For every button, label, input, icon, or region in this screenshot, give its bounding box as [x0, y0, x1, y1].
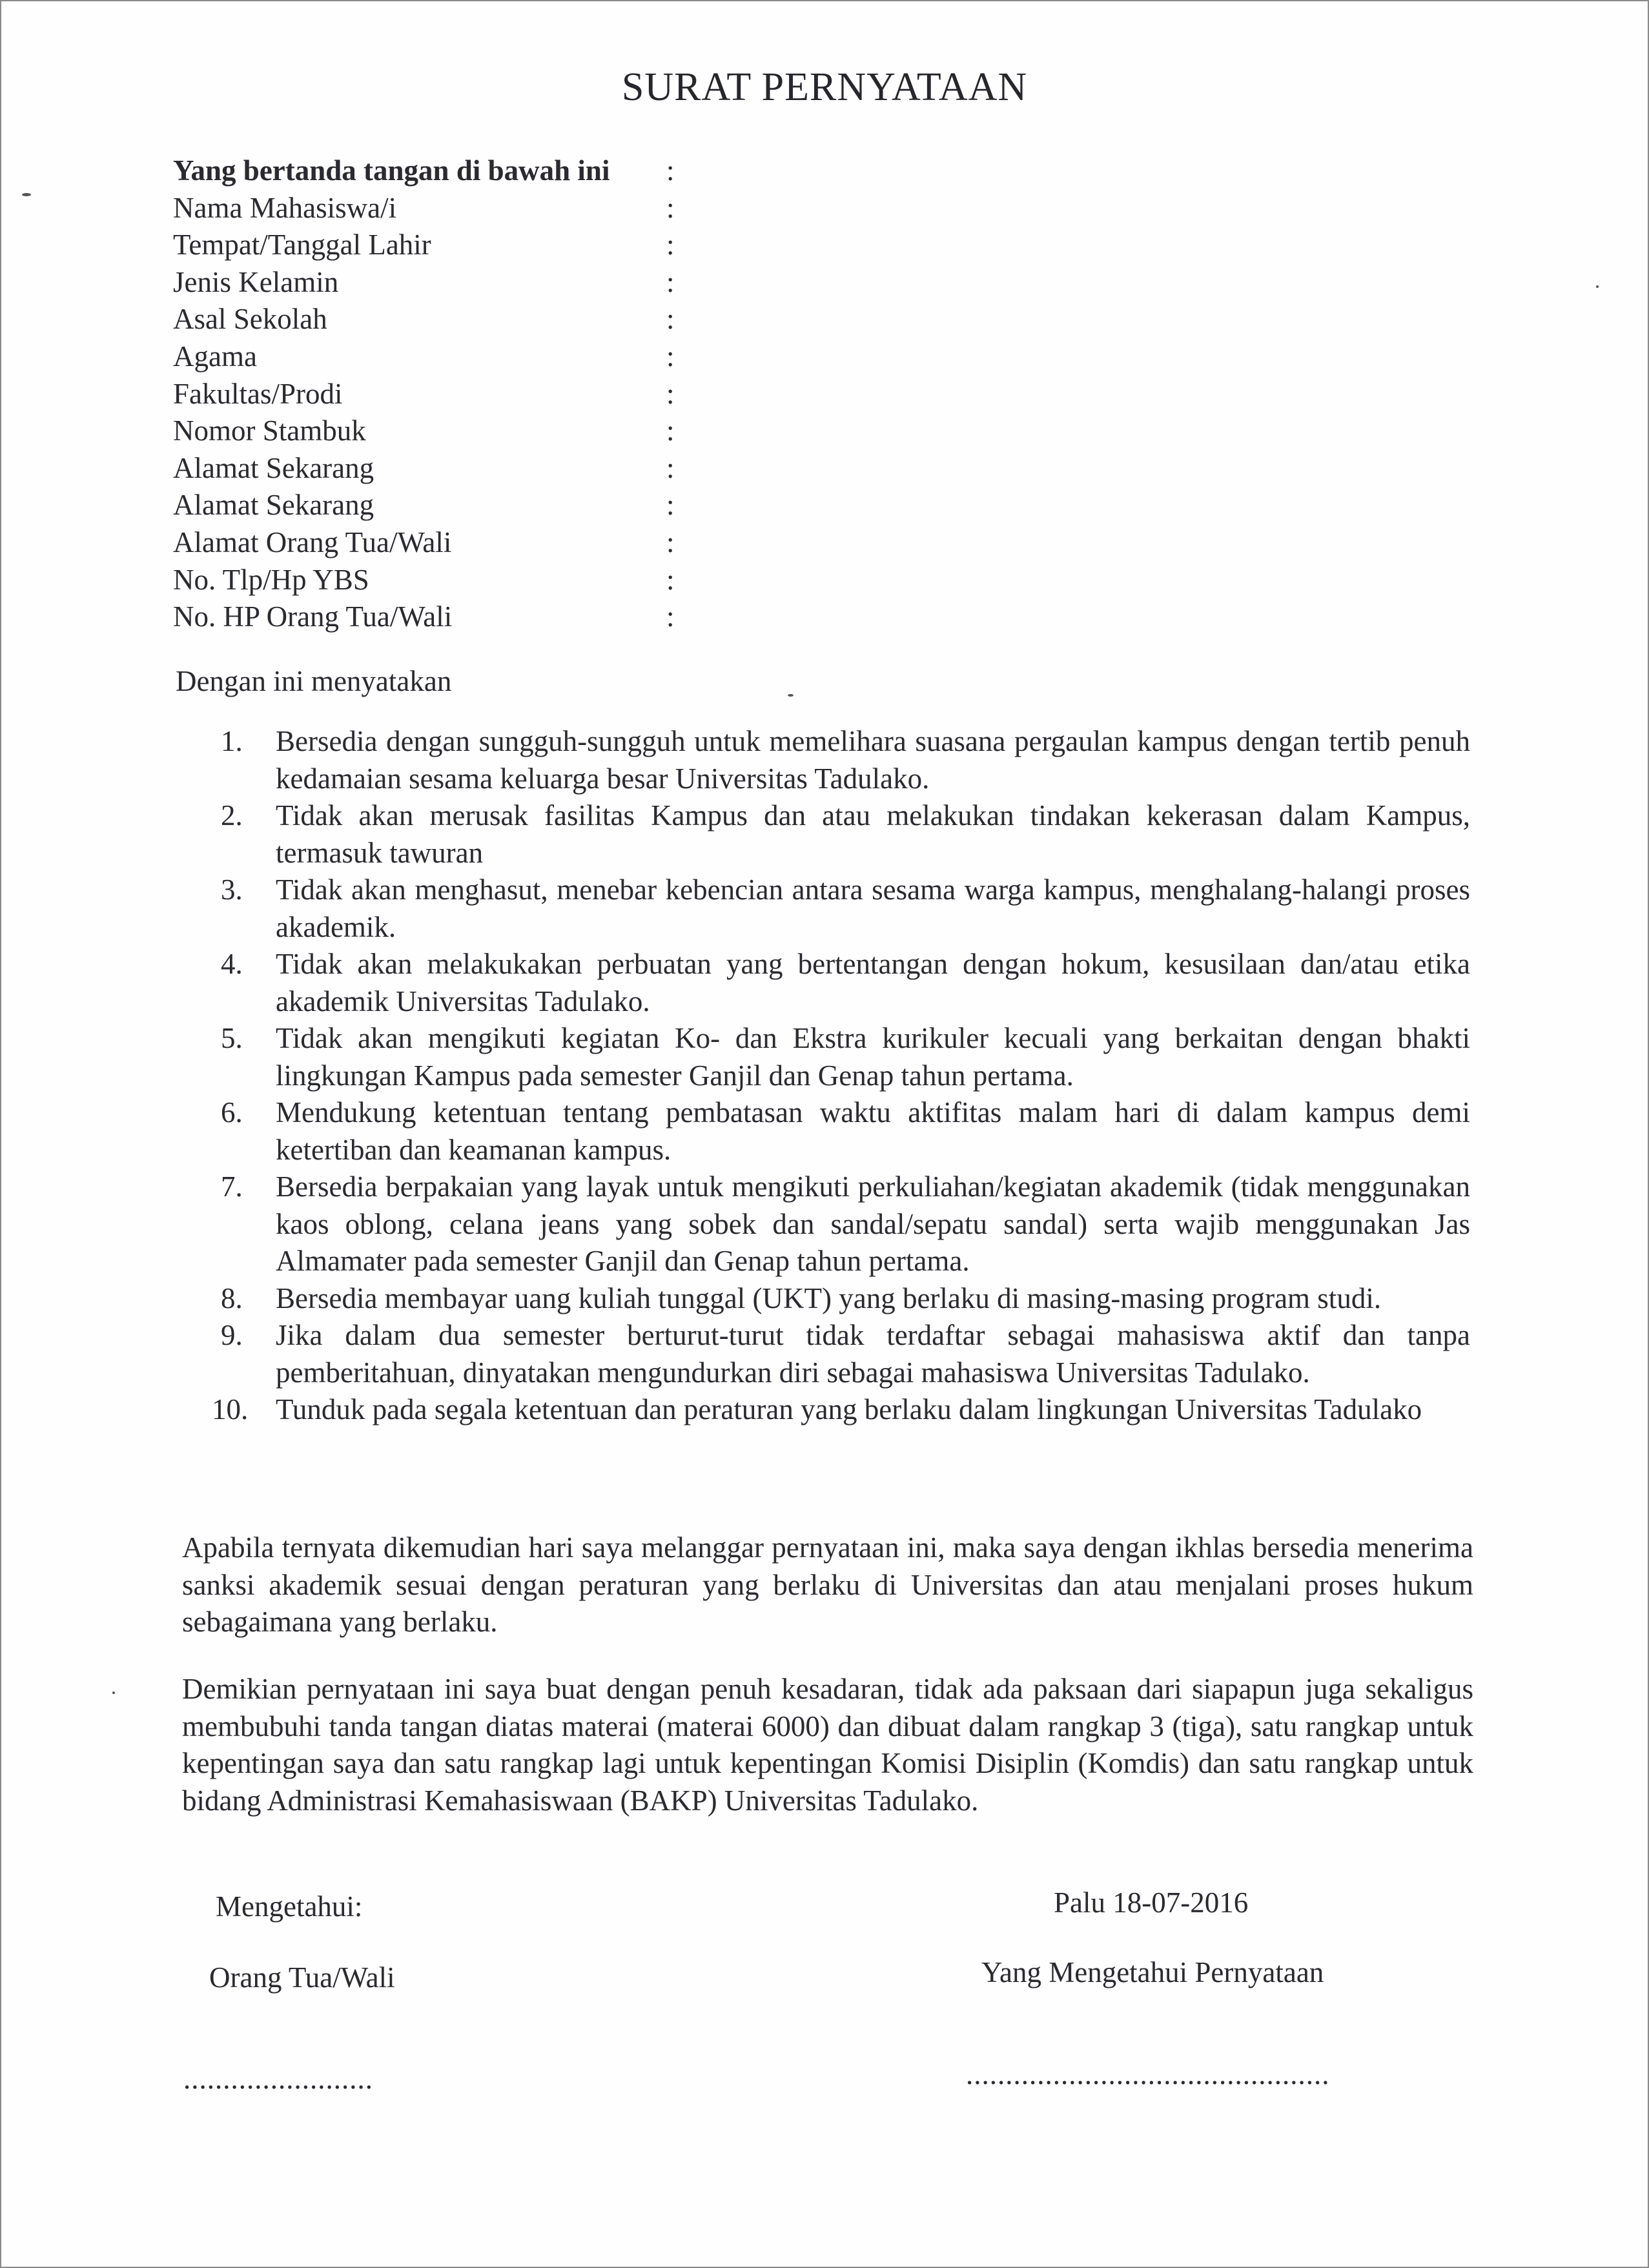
place-date: Palu 18-07-2016: [1054, 1886, 1249, 1919]
field-label: No. HP Orang Tua/Wali: [173, 600, 453, 633]
statement-text: Bersedia membayar uang kuliah tunggal (UKT) yang berlaku di masing-masing program studi.: [276, 1282, 1382, 1314]
scan-speck: [788, 694, 794, 697]
statement-item: [221, 1094, 1470, 1169]
document-title: SURAT PERNYATAAN: [621, 65, 1028, 109]
statement-number: 3.: [221, 873, 243, 906]
field-colon: :: [666, 340, 675, 373]
parent-guardian-label: Orang Tua/Wali: [209, 1961, 395, 1994]
field-row-current-address-2: [173, 487, 754, 524]
statement-number: 2.: [221, 799, 243, 832]
field-colon: :: [666, 377, 675, 410]
parent-signature-line: ........................: [183, 2063, 373, 2095]
field-colon: :: [666, 563, 675, 596]
consequence-paragraph: Apabila ternyata dikemudian hari saya melanggar pernyataan ini, maka saya dengan ikhlas bersedia menerima sanksi akademik sesuai dengan peraturan yang berlaku di Universitas dan atau menjalani proses hukum sebagaimana yang berlaku.: [182, 1531, 1473, 1638]
field-row-religion: [173, 338, 754, 376]
statement-text: Tidak akan mengikuti kegiatan Ko- dan Ekstra kurikuler kecuali yang berkaitan dengan bhakti lingkungan Kampus pada semester Ganjil dan Genap tahun pertama.: [276, 1022, 1470, 1092]
field-label: Jenis Kelamin: [173, 265, 339, 298]
scan-speck: [22, 193, 31, 196]
field-row-student-number: [173, 413, 754, 450]
declarant-label: Yang Mengetahui Pernyataan: [981, 1956, 1324, 1988]
field-row-school: [173, 301, 754, 338]
statement-number: 8.: [221, 1282, 243, 1314]
identity-fields: [173, 152, 754, 636]
field-row-birth: [173, 227, 754, 264]
statement-item: [212, 1391, 1470, 1429]
field-colon: :: [666, 229, 675, 261]
field-colon: :: [666, 303, 675, 336]
field-colon: :: [666, 451, 675, 484]
field-row-parent-address: [173, 524, 754, 562]
field-colon: :: [666, 191, 675, 224]
field-label: No. Tlp/Hp YBS: [173, 563, 369, 596]
closing-paragraph: Demikian pernyataan ini saya buat dengan penuh kesadaran, tidak ada paksaan dari siapapun juga sekaligus membubuhi tanda tangan diatas materai (materai 6000) dan dibuat dalam rangkap 3 (tiga), satu rangkap untuk kepentingan saya dan satu rangkap lagi untuk kepentingan Komisi Disiplin (Komdis) dan satu rangkap untuk bidang Administrasi Kemahasiswaan (BAKP) Universitas Tadulako.: [182, 1673, 1473, 1817]
field-colon: :: [666, 414, 675, 447]
statement-number: 5.: [221, 1022, 243, 1054]
field-colon: :: [666, 600, 675, 633]
field-label: Tempat/Tanggal Lahir: [173, 229, 431, 261]
field-label: Nama Mahasiswa/i: [173, 191, 397, 224]
acknowledged-label: Mengetahui:: [216, 1890, 363, 1923]
field-colon: :: [666, 526, 675, 558]
statement-item: [221, 1317, 1470, 1391]
statement-text: Jika dalam dua semester berturut-turut tidak terdaftar sebagai mahasiswa aktif dan tanpa pemberitahuan, dinyatakan mengundurkan diri sebagai mahasiswa Universitas Tadulako.: [276, 1319, 1470, 1389]
declarant-signature-line: ..............................................: [966, 2058, 1330, 2090]
statement-text: Mendukung ketentuan tentang pembatasan waktu aktifitas malam hari di dalam kampus demi ketertiban dan keamanan kampus.: [276, 1096, 1470, 1166]
field-row-declarant: [173, 152, 754, 190]
statement-number: 4.: [221, 948, 243, 980]
statement-text: Tidak akan menghasut, menebar kebencian antara sesama warga kampus, menghalang-halangi proses akademik.: [276, 873, 1470, 943]
field-label: Yang bertanda tangan di bawah ini: [173, 154, 610, 187]
statement-item: [221, 1169, 1470, 1280]
statement-item: [221, 797, 1470, 872]
field-label: Agama: [173, 340, 257, 373]
field-row-current-address: [173, 450, 754, 487]
statement-number: 1.: [221, 725, 243, 757]
field-row-faculty: [173, 376, 754, 413]
statement-intro: Dengan ini menyatakan: [176, 665, 452, 697]
statement-number: 9.: [221, 1319, 243, 1351]
statement-text: Bersedia dengan sungguh-sungguh untuk memelihara suasana pergaulan kampus dengan tertib penuh kedamaian sesama keluarga besar Universitas Tadulako.: [276, 725, 1470, 795]
statement-text: Tunduk pada segala ketentuan dan peraturan yang berlaku dalam lingkungan Universitas Tadulako: [276, 1393, 1422, 1425]
field-label: Alamat Sekarang: [173, 489, 374, 522]
statement-number: 10.: [212, 1393, 249, 1425]
statement-text: Tidak akan melakukakan perbuatan yang bertentangan dengan hokum, kesusilaan dan/atau etika akademik Universitas Tadulako.: [276, 948, 1470, 1017]
statement-number: 6.: [221, 1096, 243, 1129]
statement-text: Tidak akan merusak fasilitas Kampus dan atau melakukan tindakan kekerasan dalam Kampus, termasuk tawuran: [276, 799, 1470, 869]
field-colon: :: [666, 489, 675, 522]
scan-speck: [1596, 285, 1599, 288]
field-label: Nomor Stambuk: [173, 414, 366, 447]
statement-item: [221, 1020, 1470, 1094]
field-label: Fakultas/Prodi: [173, 377, 343, 410]
field-label: Alamat Sekarang: [173, 451, 374, 484]
field-label: Asal Sekolah: [173, 303, 327, 336]
statement-item: [221, 872, 1470, 946]
field-row-parent-phone: [173, 598, 754, 636]
statement-text: Bersedia berpakaian yang layak untuk mengikuti perkuliahan/kegiatan akademik (tidak menggunakan kaos oblong, celana jeans yang sobek dan sandal/sepatu sandal) serta wajib menggunakan Jas Almamater pada semester Ganjil dan Genap tahun pertama.: [276, 1170, 1470, 1277]
field-row-student-phone: [173, 562, 754, 599]
statement-number: 7.: [221, 1170, 243, 1203]
scan-speck: [112, 1691, 115, 1694]
statement-list: [212, 723, 1470, 1429]
statement-item: [221, 723, 1470, 797]
field-row-gender: [173, 264, 754, 301]
field-row-student-name: [173, 190, 754, 227]
statement-item: [221, 946, 1470, 1020]
field-colon: :: [666, 265, 675, 298]
statement-item: [221, 1280, 1470, 1318]
field-label: Alamat Orang Tua/Wali: [173, 526, 452, 558]
field-colon: :: [666, 154, 675, 187]
